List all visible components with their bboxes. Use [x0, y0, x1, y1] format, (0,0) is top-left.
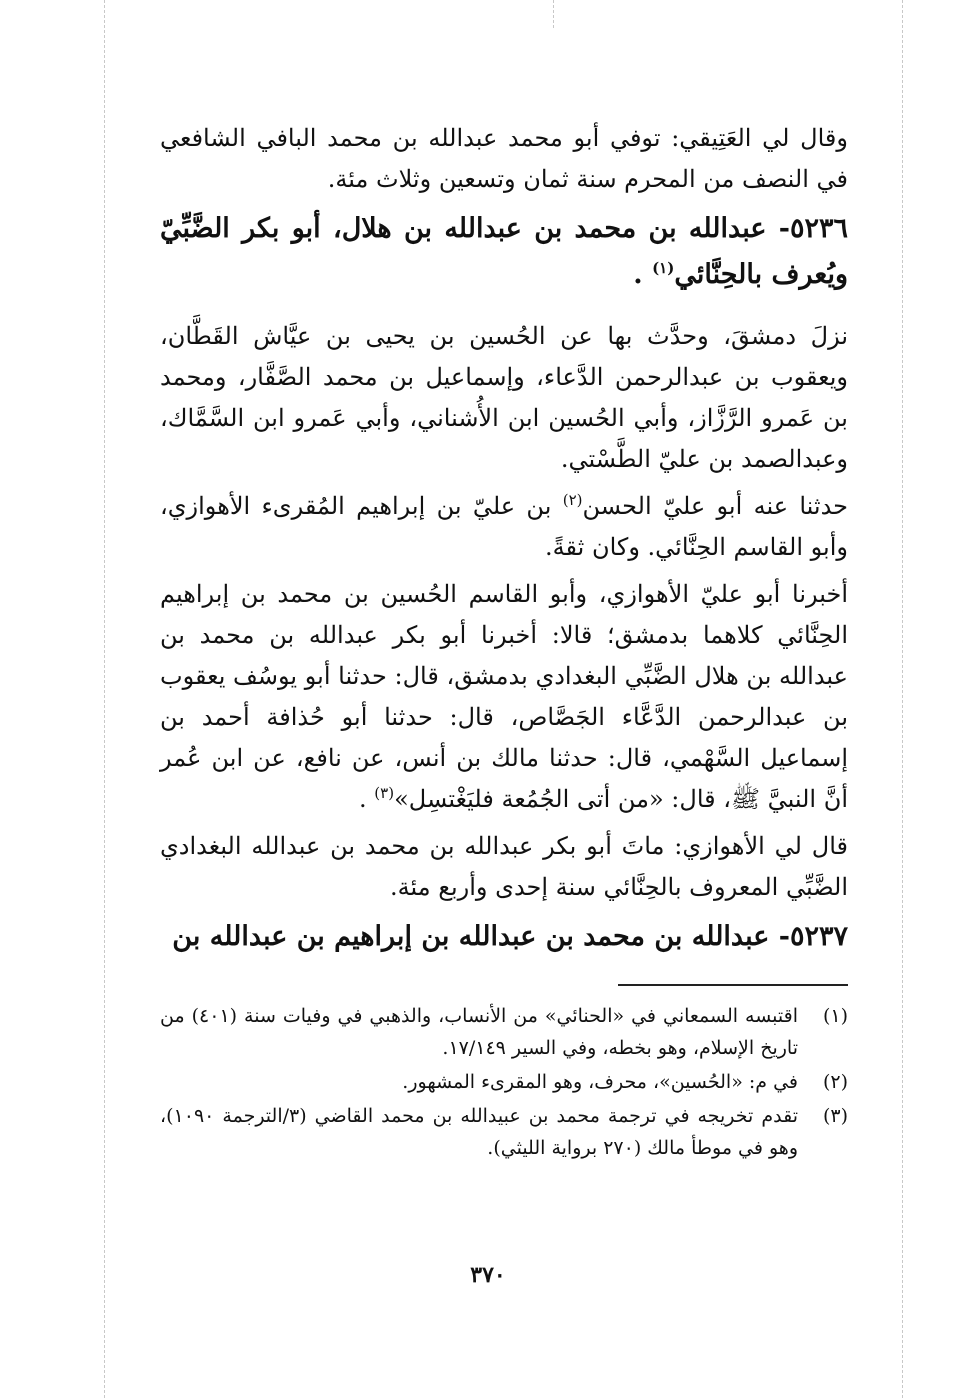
- entry-heading-5236: [160, 206, 848, 298]
- footnote-number: (٢): [822, 1071, 848, 1093]
- paragraph-death-note: وقال لي العَتِيقي: توفي أبو محمد عبدالله بن محمد البافي الشافعي في النصف من المحرم سنة ثمان وتسعين وثلاث مئة.: [160, 124, 848, 193]
- footnote-2: [160, 1066, 848, 1098]
- page-body: [160, 118, 848, 1166]
- paragraph-students: [160, 486, 848, 568]
- heading-period: .: [633, 259, 643, 290]
- hadith-text: أخبرنا أبو عليّ الأهوازي، وأبو القاسم الحُسين بن محمد بن إبراهيم الحِنَّائي كلاهما بدمشق؛ قالا: أخبرنا أبو بكر عبدالله بن محمد بن عبدالله بن هلال الضَّبِّي البغدادي بدمشق، قال: حدثنا أبو يوسُف يعقوب بن عبدالرحمن الدَّعَّاء الجَصَّاص، قال: حدثنا أبو حُذافة أحمد بن إسماعيل السَّهْمي، قال: حدثنا مالك بن أنس، عن نافع، عن ابن عُمر أنَّ النبيَّ ﷺ، قال: «من أتى الجُمُعة فليَغْتسِل»: [160, 580, 848, 813]
- footnote-separator: [618, 984, 848, 986]
- footnote-text: في م: «الحُسين»، محرف، وهو المقرىء المشهور.: [402, 1071, 798, 1093]
- paragraph-biography: نزلَ دمشقَ، وحدَّث بها عن الحُسين بن يحيى بن عيَّاش القَطَّان، ويعقوب بن عبدالرحمن الدَّعاء، وإسماعيل بن محمد الصَّفَّار، ومحمد بن عَمرو الرَّزَّاز، وأبي الحُسين ابن الأُشناني، وأبي عَمرو ابن السَّمَّاك، وعبدالصمد بن عليّ الطَّسْتي.: [160, 322, 848, 473]
- hadith-period: .: [359, 785, 367, 813]
- footnote-ref-2[interactable]: (٢): [562, 491, 583, 509]
- footnote-number: (١): [822, 1005, 848, 1027]
- entry-heading-text: ٥٢٣٦- عبدالله بن محمد بن عبدالله بن هلال، أبو بكر الضَّبِّيّ ويُعرف بالحِنَّائي: [160, 213, 848, 290]
- paragraph-hadith: [160, 574, 848, 820]
- paragraph-death-date: قال لي الأهوازي: ماتَ أبو بكر عبدالله بن محمد بن عبدالله البغدادي الضَّبِّي المعروف بالحِنَّائي سنة إحدى وأربع مئة.: [160, 832, 849, 901]
- entry-heading-5237: ٥٢٣٧- عبدالله بن محمد بن عبدالله بن إبراهيم بن عبدالله بن: [172, 921, 848, 952]
- students-text-start: حدثنا عنه أبو عليّ الحسن: [582, 492, 849, 520]
- footnote-number: (٣): [822, 1105, 848, 1127]
- footnote-text: تقدم تخريجه في ترجمة محمد بن عبيدالله بن محمد القاضي (٣/الترجمة ١٠٩٠)، وهو في موطأ مالك (٢٧٠ برواية الليثي).: [160, 1105, 798, 1159]
- right-margin-guide: [902, 0, 903, 1398]
- footnote-text: اقتبسه السمعاني في «الحنائي» من الأنساب، والذهبي في وفيات سنة (٤٠١) من تاريخ الإسلام، وهو بخطه، وفي السير ١٧/١٤٩.: [160, 1005, 798, 1059]
- students-text-end: بن عليّ بن إبراهيم المُقرىء الأهوازي، وأبو القاسم الحِنَّائي. وكان ثقةً.: [160, 492, 848, 561]
- footnote-3: [160, 1100, 848, 1164]
- left-margin-guide: [104, 0, 105, 1398]
- top-center-guide: [553, 0, 554, 28]
- footnote-1: [160, 1000, 848, 1064]
- footnote-ref-1[interactable]: (١): [652, 259, 675, 277]
- page-number: ٣٧٠: [470, 1262, 506, 1288]
- footnote-ref-3[interactable]: (٣): [374, 784, 395, 802]
- footnotes: [160, 1000, 848, 1164]
